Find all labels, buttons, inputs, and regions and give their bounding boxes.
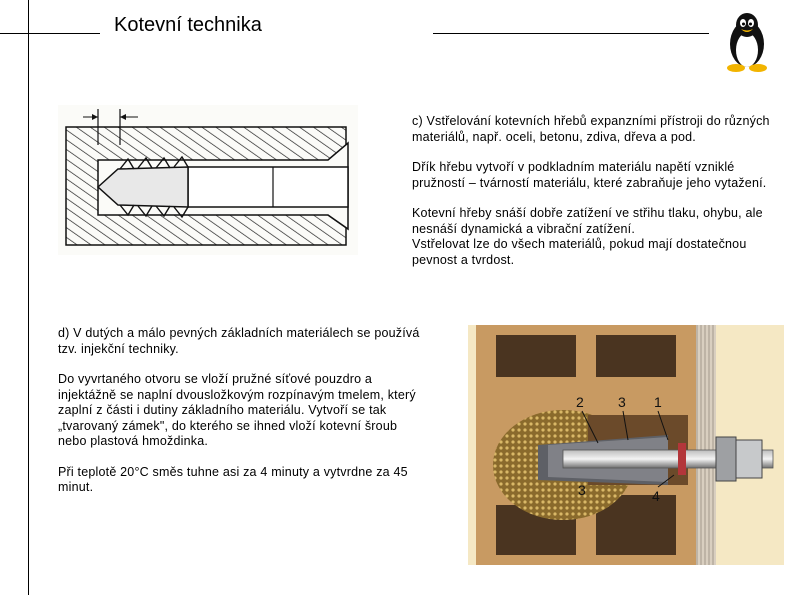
paragraph-c-3a: Kotevní hřeby snáší dobře zatížení ve střihu tlaku, ohybu, ale nesnáší dynamická a vibrační zatížení. [412,206,763,236]
page-title: Kotevní technika [114,14,262,36]
right-text-block [412,114,782,283]
title-rule-left [0,33,100,34]
photo-label-4: 4 [652,488,660,504]
left-text-block [58,326,428,511]
photo-label-1: 1 [654,394,662,410]
left-margin-rule [28,0,29,595]
photo-label-3-bottom: 3 [578,482,586,498]
paragraph-d: d) V dutých a málo pevných základních materiálech se používá tzv. injekční techniky. [58,326,420,356]
paragraph-c-3b: Vstřelovat lze do všech materiálů, pokud mají dostatečnou pevnost a tvrdost. [412,237,747,267]
paragraph-c-2: Dřík hřebu vytvoří v podkladním materiálu napětí vzniklé pružností – tvárností materiálu, které zabraňuje jeho vytažení. [412,160,767,190]
paragraph-d-3: Při teplotě 20°C směs tuhne asi za 4 minuty a vytvrdne za 45 minut. [58,464,408,494]
title-rule-right [433,33,709,34]
paragraph-c-3 [412,206,782,268]
injection-anchor-photo [468,325,784,565]
paragraph-c: c) Vstřelování kotevních hřebů expanzními přístroji do různých materiálů, např. oceli, betonu, zdiva, dřeva a pod. [412,114,770,144]
anchor-nail-drawing [58,105,358,255]
penguin-logo [722,10,772,72]
photo-label-2: 2 [576,394,584,410]
paragraph-d-2: Do vyvrtaného otvoru se vloží pružné síťové pouzdro a injektážně se naplní dvousložkovým rozpínavým tmelem, který zaplní z části i dutiny základního materiálu. Vytvoří se tak „tvarovaný zámek", do kterého se ihned vloží kotevní šroub nebo plastová hmoždinka. [58,372,416,448]
photo-label-3-top: 3 [618,394,626,410]
